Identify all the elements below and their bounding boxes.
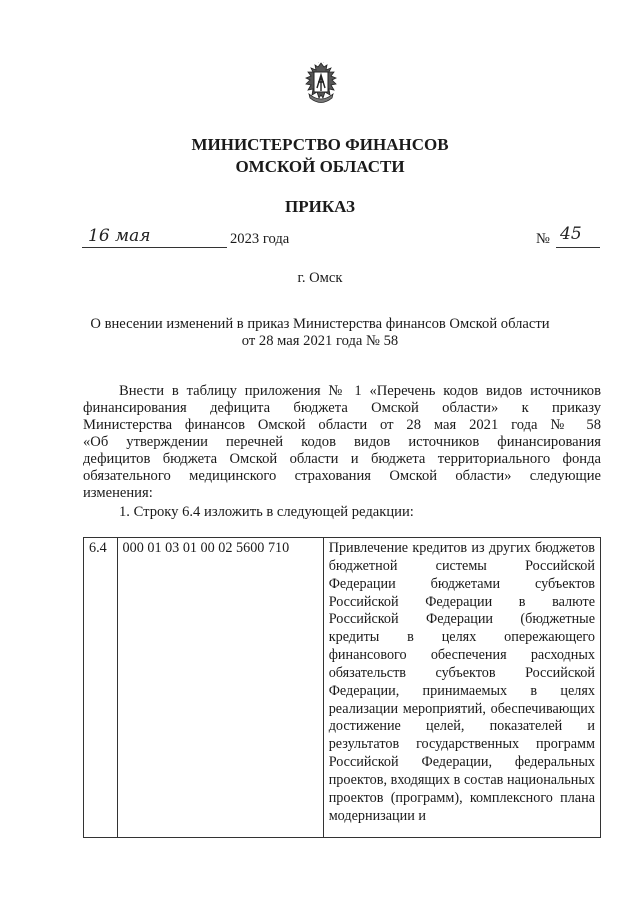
date-underline <box>82 247 227 248</box>
number-underline <box>556 247 600 248</box>
body-line: обязательного медицинского страхования Омской области» следующие <box>83 468 601 484</box>
city: г. Омск <box>297 270 343 286</box>
replacement-table <box>83 537 601 838</box>
coat-of-arms-emblem <box>303 62 339 108</box>
code-cell: 000 01 03 01 00 02 5600 710 <box>117 538 323 838</box>
point-1: 1. Строку 6.4 изложить в следующей редакции: <box>119 504 414 520</box>
document-type: ПРИКАЗ <box>285 197 355 216</box>
description-cell <box>323 538 600 838</box>
body-line: Внести в таблицу приложения № 1 «Перечень кодов видов источников <box>119 383 601 399</box>
number-prefix: № <box>536 231 550 247</box>
ministry-title-line1: МИНИСТЕРСТВО ФИНАНСОВ <box>191 135 449 154</box>
body-line: «Об утверждении перечней кодов видов источников финансирования <box>83 434 601 450</box>
body-line: финансирования дефицита бюджета Омской области» к приказу <box>83 400 601 416</box>
year-text: 2023 года <box>230 231 290 247</box>
handwritten-date: 16 мая <box>88 226 151 246</box>
description-text: Привлечение кредитов из других бюджетов бюджетной системы Российской Федерации бюджетами субъектов Российской Федерации в валюте Российской Федерации (бюджетные кредиты в целях опережающего финансового обеспечения расходных обязательств субъектов Российской Федерации, принимаемых в целях реализации мероприятий, обеспечивающих достижение целей, показателей и результатов государственных программ Российской Федерации, федеральных проектов, входящих в состав национальных проектов (программ), комплексного плана модернизации и <box>328 540 595 824</box>
handwritten-number: 45 <box>560 224 582 244</box>
table-row <box>84 538 601 838</box>
body-line: изменения: <box>83 485 153 501</box>
body-line: дефицитов бюджета Омской области и бюджета территориального фонда <box>83 451 601 467</box>
subject-line2: от 28 мая 2021 года № 58 <box>241 333 399 349</box>
row-number-cell: 6.4 <box>84 538 118 838</box>
subject-line1: О внесении изменений в приказ Министерства финансов Омской области <box>90 316 550 332</box>
ministry-title-line2: ОМСКОЙ ОБЛАСТИ <box>235 157 405 176</box>
body-line: Министерства финансов Омской области от 28 мая 2021 года № 58 <box>83 417 601 433</box>
